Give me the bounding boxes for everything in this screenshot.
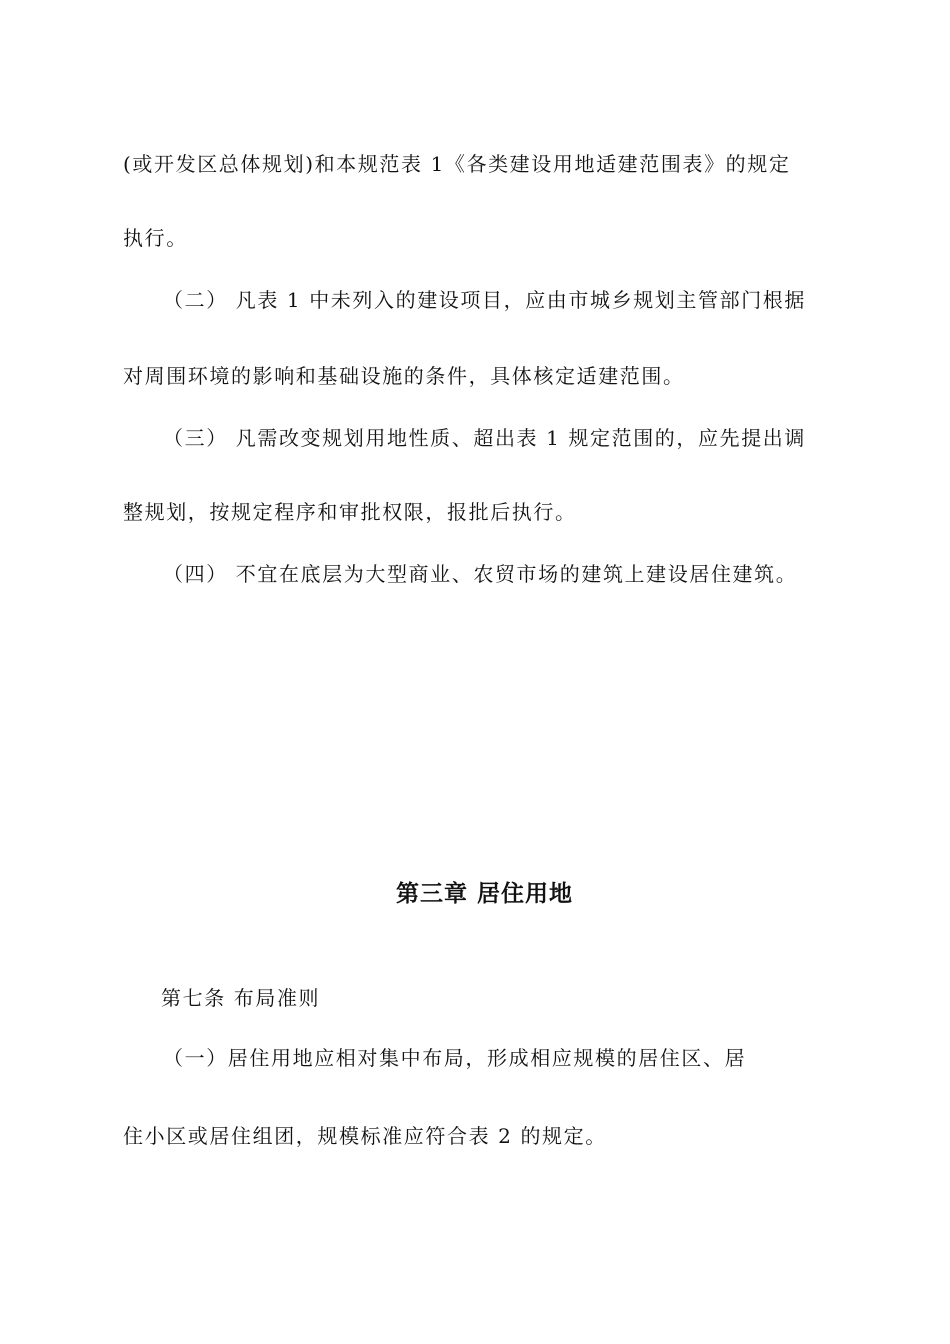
paragraph-line: 对周围环境的影响和基础设施的条件，具体核定适建范围。: [123, 364, 685, 388]
paragraph-line: （二） 凡表 1 中未列入的建设项目，应由市城乡规划主管部门根据: [163, 288, 806, 312]
article-heading: 第七条 布局准则: [161, 986, 321, 1010]
paragraph-line: 整规划，按规定程序和审批权限，报批后执行。: [123, 500, 577, 524]
paragraph-line: （一）居住用地应相对集中布局，形成相应规模的居住区、居: [163, 1046, 747, 1070]
paragraph-line: （三） 凡需改变规划用地性质、超出表 1 规定范围的，应先提出调: [163, 426, 806, 450]
chapter-heading: 第三章 居住用地: [396, 881, 574, 907]
paragraph-line: （四） 不宜在底层为大型商业、农贸市场的建筑上建设居住建筑。: [163, 562, 798, 586]
paragraph-line: 执行。: [123, 226, 188, 250]
paragraph-line: 住小区或居住组团，规模标准应符合表 2 的规定。: [123, 1124, 607, 1148]
paragraph-line: (或开发区总体规划)和本规范表 1《各类建设用地适建范围表》的规定: [123, 152, 791, 176]
